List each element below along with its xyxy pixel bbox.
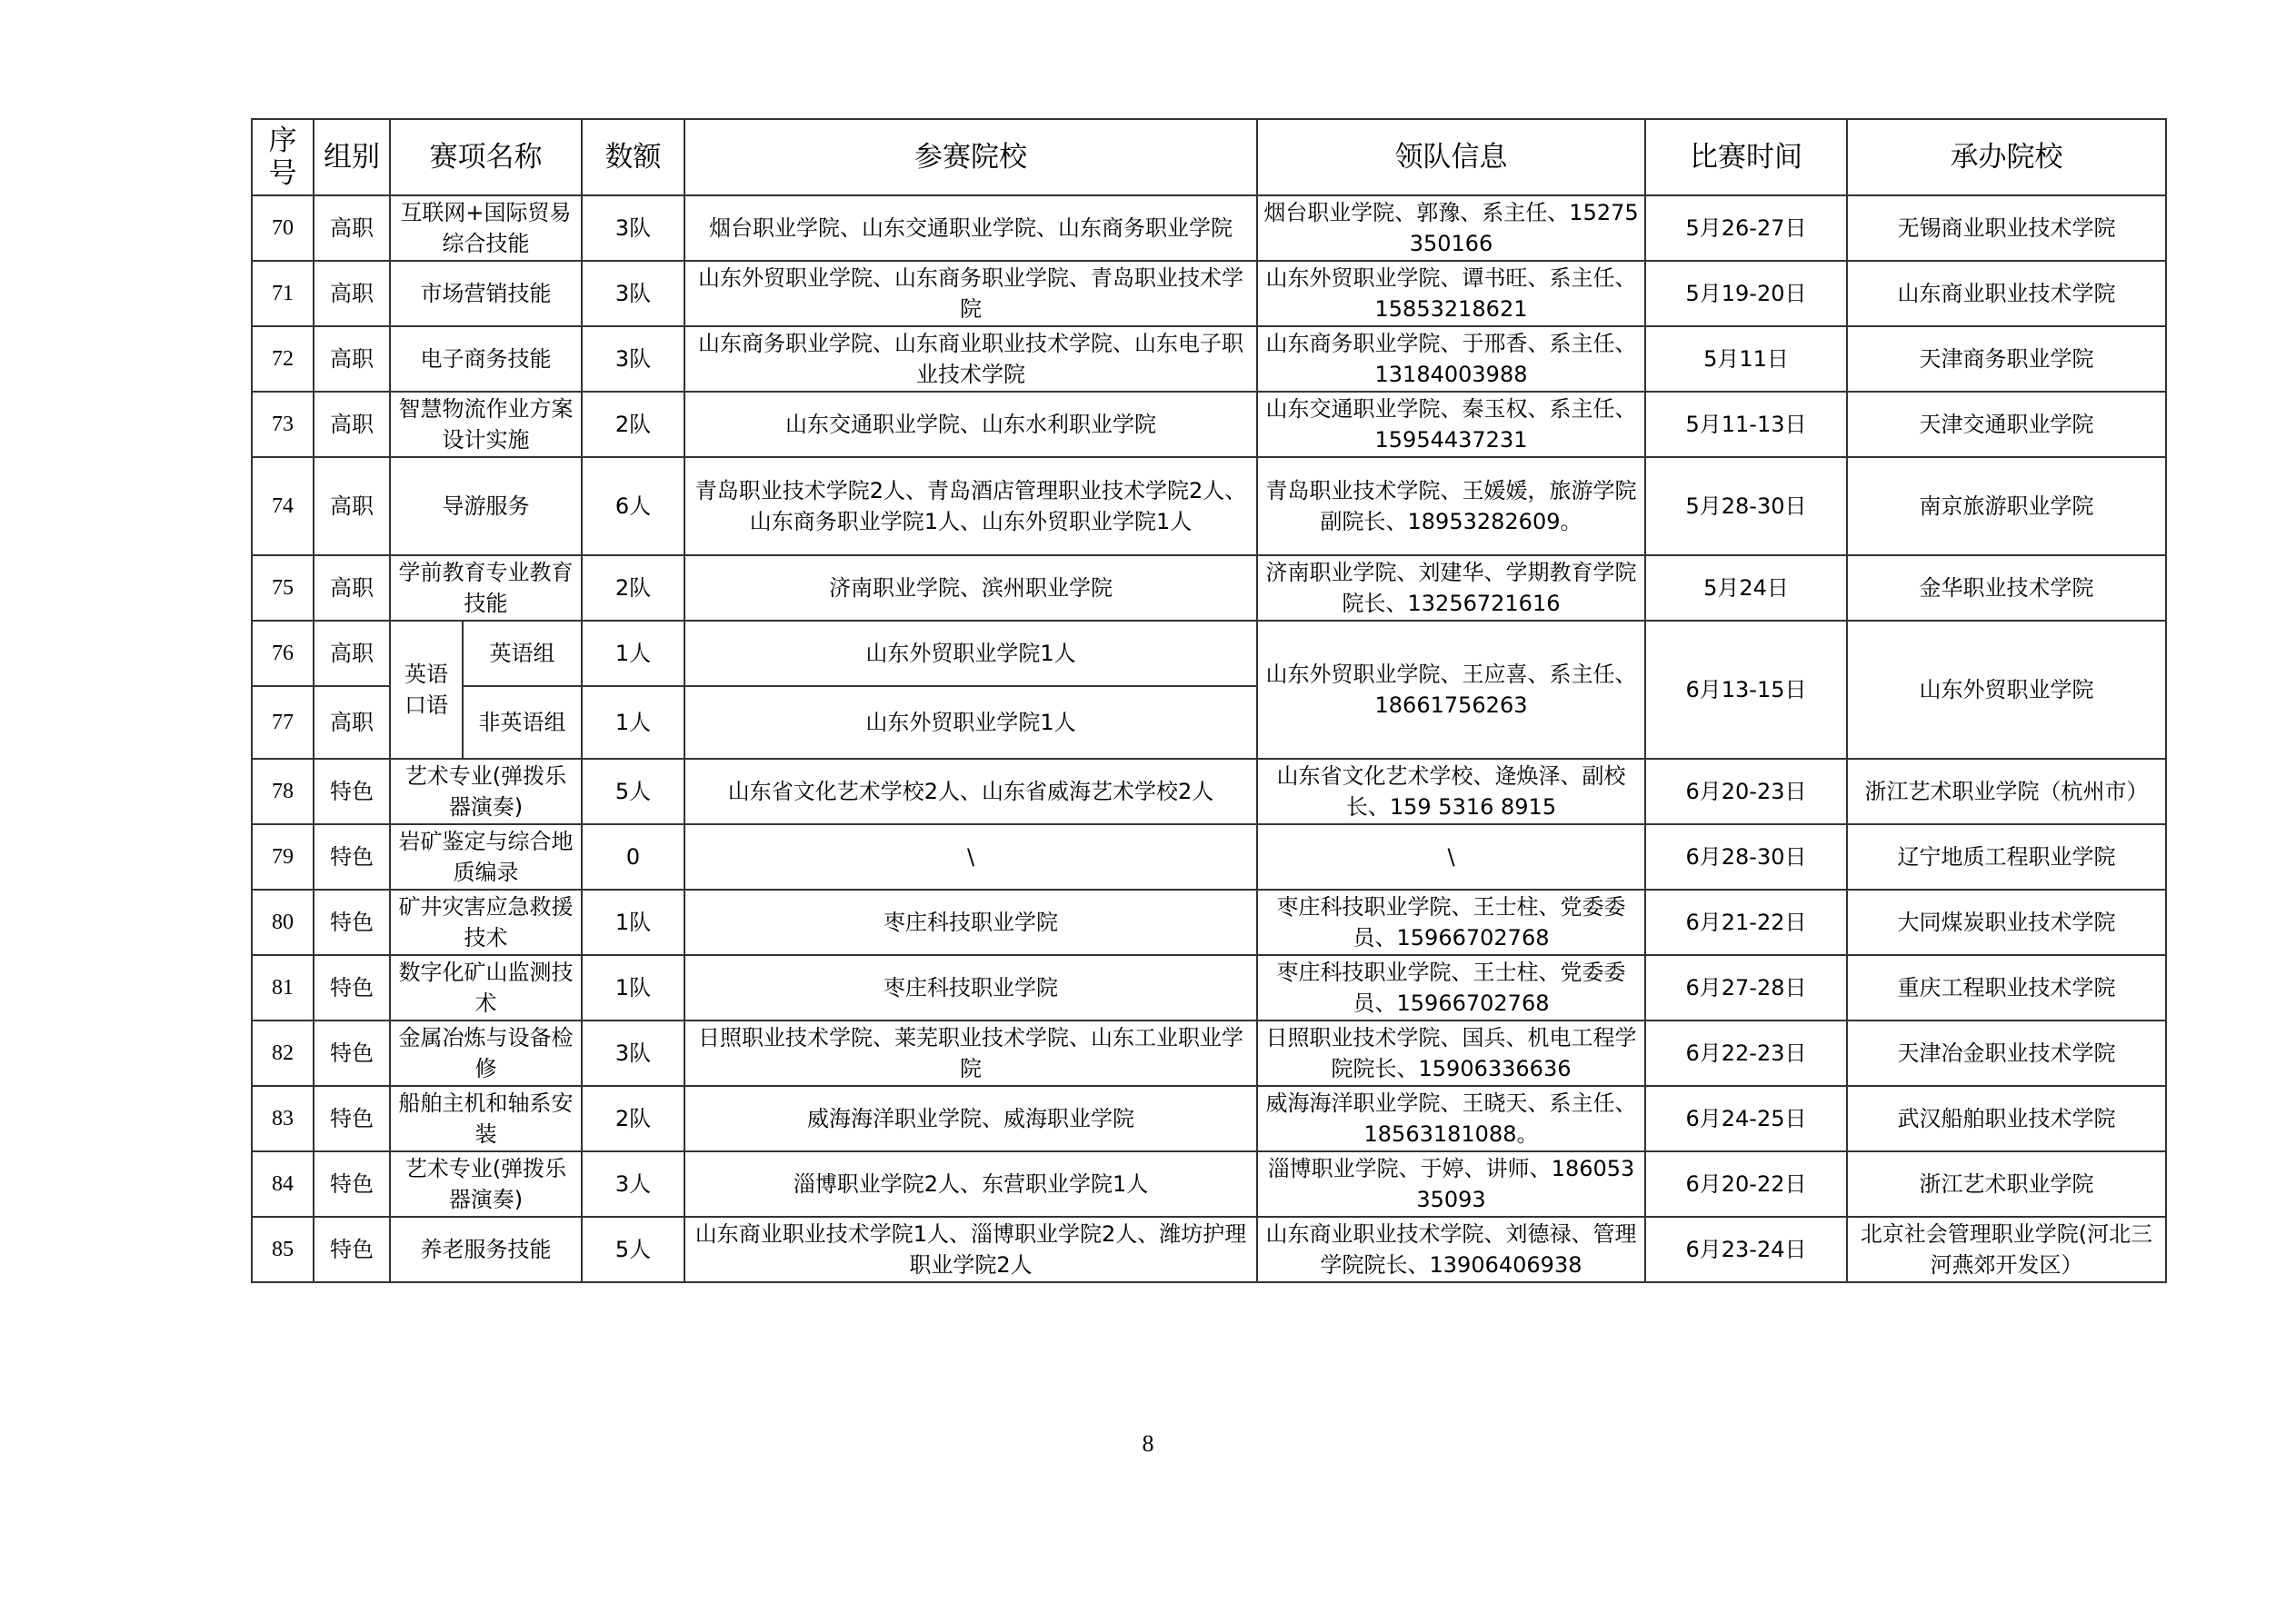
row-leader: 山东商务职业学院、于邢香、系主任、13184003988: [1257, 326, 1645, 392]
row-leader: 山东外贸职业学院、谭书旺、系主任、15853218621: [1257, 261, 1645, 326]
row-leader: 枣庄科技职业学院、王士柱、党委委员、15966702768: [1257, 955, 1645, 1021]
row-schools: 青岛职业技术学院2人、青岛酒店管理职业技术学院2人、山东商务职业学院1人、山东外贸职业学院1人: [684, 457, 1257, 555]
row-schools: 日照职业技术学院、莱芜职业技术学院、山东工业职业学院: [684, 1021, 1257, 1086]
header-no: 序号: [252, 119, 314, 195]
oral-time: 6月13-15日: [1645, 621, 1847, 759]
row-event: 互联网+国际贸易综合技能: [390, 195, 582, 261]
header-time: 比赛时间: [1645, 119, 1847, 195]
row-time: 6月20-22日: [1645, 1151, 1847, 1217]
table-row: [252, 195, 2166, 261]
row-leader: 山东交通职业学院、秦玉权、系主任、15954437231: [1257, 392, 1645, 457]
row-event: 岩矿鉴定与综合地质编录: [390, 824, 582, 890]
oral-event-group: 英语口语: [390, 621, 463, 759]
row-schools: 山东省文化艺术学校2人、山东省威海艺术学校2人: [684, 759, 1257, 824]
row-host: 重庆工程职业技术学院: [1847, 955, 2166, 1021]
row-quota: 0: [582, 824, 684, 890]
row-schools: 山东交通职业学院、山东水利职业学院: [684, 392, 1257, 457]
row-group: 高职: [314, 195, 390, 261]
table-row: [252, 1021, 2166, 1086]
row-group: 高职: [314, 621, 390, 686]
row-schools: 山东外贸职业学院、山东商务职业学院、青岛职业技术学院: [684, 261, 1257, 326]
row-group: 特色: [314, 824, 390, 890]
row-time: 6月22-23日: [1645, 1021, 1847, 1086]
row-no: 72: [252, 326, 314, 392]
row-quota: 3队: [582, 1021, 684, 1086]
table-row: [252, 759, 2166, 824]
row-time: 5月28-30日: [1645, 457, 1847, 555]
page-number: 8: [1142, 1430, 1154, 1457]
header-schools: 参赛院校: [684, 119, 1257, 195]
row-group: 高职: [314, 686, 390, 759]
row-group: 高职: [314, 261, 390, 326]
header-leader: 领队信息: [1257, 119, 1645, 195]
row-no: 71: [252, 261, 314, 326]
row-time: 6月28-30日: [1645, 824, 1847, 890]
row-quota: 3人: [582, 1151, 684, 1217]
row-group: 特色: [314, 890, 390, 955]
row-leader: 青岛职业技术学院、王媛媛，旅游学院副院长、18953282609。: [1257, 457, 1645, 555]
header-row: [252, 119, 2166, 195]
row-host: 无锡商业职业技术学院: [1847, 195, 2166, 261]
row-no: 74: [252, 457, 314, 555]
row-event: 数字化矿山监测技术: [390, 955, 582, 1021]
row-subgroup: 英语组: [463, 621, 582, 686]
row-host: 浙江艺术职业学院: [1847, 1151, 2166, 1217]
row-schools: 山东商务职业学院、山东商业职业技术学院、山东电子职业技术学院: [684, 326, 1257, 392]
row-schools: 烟台职业学院、山东交通职业学院、山东商务职业学院: [684, 195, 1257, 261]
row-leader: 山东省文化艺术学校、逄焕泽、副校长、159 5316 8915: [1257, 759, 1645, 824]
row-quota: 2队: [582, 392, 684, 457]
row-schools: 威海海洋职业学院、威海职业学院: [684, 1086, 1257, 1151]
row-no: 73: [252, 392, 314, 457]
table-row: [252, 392, 2166, 457]
row-time: 6月23-24日: [1645, 1217, 1847, 1282]
row-quota: 1队: [582, 890, 684, 955]
row-time: 5月11日: [1645, 326, 1847, 392]
row-event: 艺术专业(弹拨乐器演奏): [390, 1151, 582, 1217]
row-quota: 6人: [582, 457, 684, 555]
table-row: [252, 326, 2166, 392]
row-host: 山东商业职业技术学院: [1847, 261, 2166, 326]
table-row: [252, 1217, 2166, 1282]
header-group: 组别: [314, 119, 390, 195]
row-host: 天津冶金职业技术学院: [1847, 1021, 2166, 1086]
row-host: 浙江艺术职业学院（杭州市）: [1847, 759, 2166, 824]
table-row: [252, 555, 2166, 621]
table-row: [252, 824, 2166, 890]
row-quota: 2队: [582, 1086, 684, 1151]
row-time: 5月26-27日: [1645, 195, 1847, 261]
row-no: 79: [252, 824, 314, 890]
row-host: 武汉船舶职业技术学院: [1847, 1086, 2166, 1151]
row-group: 特色: [314, 1021, 390, 1086]
row-leader: 烟台职业学院、郭豫、系主任、15275350166: [1257, 195, 1645, 261]
row-quota: 2队: [582, 555, 684, 621]
row-event: 智慧物流作业方案设计实施: [390, 392, 582, 457]
row-leader: \: [1257, 824, 1645, 890]
row-event: 电子商务技能: [390, 326, 582, 392]
row-schools: 山东外贸职业学院1人: [684, 686, 1257, 759]
row-quota: 1人: [582, 621, 684, 686]
header-host: 承办院校: [1847, 119, 2166, 195]
row-schools: 山东外贸职业学院1人: [684, 621, 1257, 686]
row-group: 特色: [314, 1151, 390, 1217]
row-time: 5月24日: [1645, 555, 1847, 621]
row-quota: 3队: [582, 195, 684, 261]
row-subgroup: 非英语组: [463, 686, 582, 759]
row-group: 高职: [314, 555, 390, 621]
row-group: 特色: [314, 955, 390, 1021]
row-event: 矿井灾害应急救援技术: [390, 890, 582, 955]
header-quota: 数额: [582, 119, 684, 195]
row-no: 84: [252, 1151, 314, 1217]
row-host: 辽宁地质工程职业学院: [1847, 824, 2166, 890]
row-group: 特色: [314, 759, 390, 824]
row-leader: 枣庄科技职业学院、王士柱、党委委员、15966702768: [1257, 890, 1645, 955]
row-no: 75: [252, 555, 314, 621]
row-schools: 济南职业学院、滨州职业学院: [684, 555, 1257, 621]
row-group: 特色: [314, 1217, 390, 1282]
row-group: 高职: [314, 392, 390, 457]
row-group: 特色: [314, 1086, 390, 1151]
row-event: 艺术专业(弹拨乐器演奏): [390, 759, 582, 824]
table-row: [252, 1151, 2166, 1217]
row-quota: 5人: [582, 1217, 684, 1282]
row-quota: 3队: [582, 261, 684, 326]
row-no: 77: [252, 686, 314, 759]
row-time: 5月11-13日: [1645, 392, 1847, 457]
competition-table: [251, 118, 2167, 1283]
row-leader: 威海海洋职业学院、王晓天、系主任、18563181088。: [1257, 1086, 1645, 1151]
row-event: 市场营销技能: [390, 261, 582, 326]
oral-leader: 山东外贸职业学院、王应喜、系主任、18661756263: [1257, 621, 1645, 759]
row-no: 80: [252, 890, 314, 955]
row-event: 养老服务技能: [390, 1217, 582, 1282]
oral-host: 山东外贸职业学院: [1847, 621, 2166, 759]
row-no: 85: [252, 1217, 314, 1282]
row-time: 6月20-23日: [1645, 759, 1847, 824]
row-host: 北京社会管理职业学院(河北三河燕郊开发区）: [1847, 1217, 2166, 1282]
row-schools: \: [684, 824, 1257, 890]
row-quota: 3队: [582, 326, 684, 392]
row-leader: 济南职业学院、刘建华、学期教育学院院长、13256721616: [1257, 555, 1645, 621]
row-event: 船舶主机和轴系安装: [390, 1086, 582, 1151]
row-schools: 山东商业职业技术学院1人、淄博职业学院2人、潍坊护理职业学院2人: [684, 1217, 1257, 1282]
row-time: 6月21-22日: [1645, 890, 1847, 955]
row-leader: 淄博职业学院、于婷、讲师、18605335093: [1257, 1151, 1645, 1217]
row-schools: 枣庄科技职业学院: [684, 890, 1257, 955]
row-leader: 山东商业职业技术学院、刘德禄、管理学院院长、13906406938: [1257, 1217, 1645, 1282]
row-event: 学前教育专业教育技能: [390, 555, 582, 621]
row-leader: 日照职业技术学院、国兵、机电工程学院院长、15906336636: [1257, 1021, 1645, 1086]
row-quota: 5人: [582, 759, 684, 824]
row-no: 81: [252, 955, 314, 1021]
table-row: [252, 621, 2166, 686]
row-event: 导游服务: [390, 457, 582, 555]
row-host: 大同煤炭职业技术学院: [1847, 890, 2166, 955]
header-event: 赛项名称: [390, 119, 582, 195]
row-host: 天津交通职业学院: [1847, 392, 2166, 457]
row-time: 6月24-25日: [1645, 1086, 1847, 1151]
row-no: 70: [252, 195, 314, 261]
table-row: [252, 955, 2166, 1021]
row-host: 南京旅游职业学院: [1847, 457, 2166, 555]
row-time: 6月27-28日: [1645, 955, 1847, 1021]
table-row: [252, 1086, 2166, 1151]
table-row: [252, 457, 2166, 555]
row-host: 金华职业技术学院: [1847, 555, 2166, 621]
row-no: 83: [252, 1086, 314, 1151]
row-host: 天津商务职业学院: [1847, 326, 2166, 392]
row-schools: 枣庄科技职业学院: [684, 955, 1257, 1021]
row-schools: 淄博职业学院2人、东营职业学院1人: [684, 1151, 1257, 1217]
row-quota: 1人: [582, 686, 684, 759]
table-row: [252, 890, 2166, 955]
row-time: 5月19-20日: [1645, 261, 1847, 326]
row-group: 高职: [314, 326, 390, 392]
row-event: 金属冶炼与设备检修: [390, 1021, 582, 1086]
row-quota: 1队: [582, 955, 684, 1021]
row-group: 高职: [314, 457, 390, 555]
row-no: 78: [252, 759, 314, 824]
row-no: 82: [252, 1021, 314, 1086]
row-no: 76: [252, 621, 314, 686]
table-row: [252, 261, 2166, 326]
